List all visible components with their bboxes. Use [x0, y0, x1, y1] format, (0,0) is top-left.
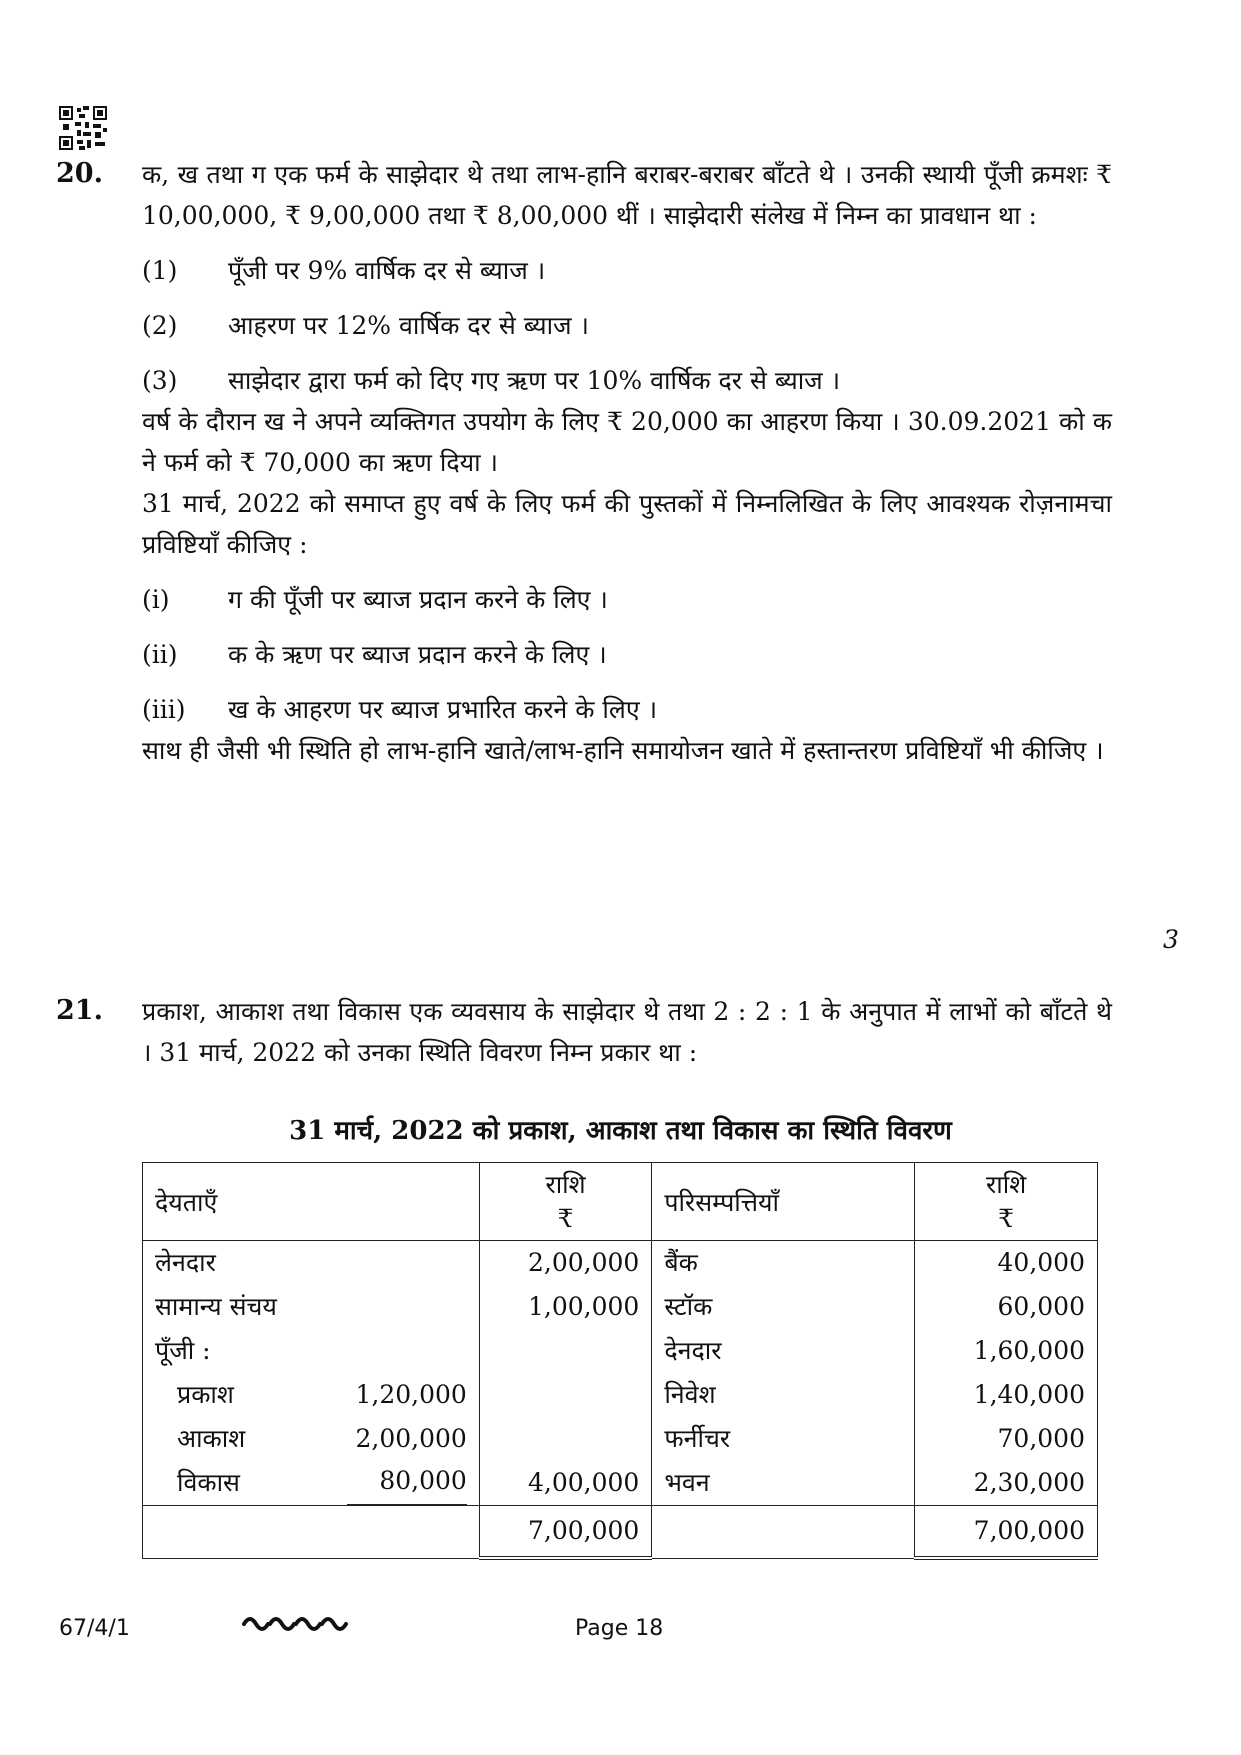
balance-sheet-table	[142, 1162, 1098, 1560]
provision-item	[142, 360, 1112, 401]
question-number: 20.	[56, 158, 103, 189]
asset-label: बैंक	[652, 1241, 915, 1286]
provision-item	[142, 250, 1112, 291]
partner-name: प्रकाश	[177, 1380, 234, 1409]
wave-symbol-icon	[240, 1606, 350, 1636]
capital-total: 4,00,000	[479, 1461, 652, 1506]
table-header-row	[143, 1163, 1098, 1241]
part-item	[142, 579, 1112, 620]
empty-cell	[479, 1373, 652, 1417]
empty-cell	[479, 1329, 652, 1373]
asset-amount: 60,000	[915, 1285, 1098, 1329]
partner-name: आकाश	[177, 1424, 246, 1453]
header-amount	[915, 1163, 1098, 1241]
question-body	[142, 154, 1112, 771]
liability-amount: 1,00,000	[479, 1285, 652, 1329]
table-row	[143, 1417, 1098, 1461]
currency-symbol: ₹	[557, 1203, 574, 1233]
item-label: (i)	[142, 585, 170, 614]
empty-cell	[479, 1417, 652, 1461]
paper-code: 67/4/1	[59, 1616, 130, 1641]
item-label: (2)	[142, 311, 178, 340]
item-text: क के ऋण पर ब्याज प्रदान करने के लिए ।	[228, 640, 607, 669]
question-number: 21.	[56, 995, 103, 1026]
asset-amount: 1,60,000	[915, 1329, 1098, 1373]
item-label: (ii)	[142, 640, 178, 669]
item-text: साझेदार द्वारा फर्म को दिए गए ऋण पर 10% वार्षिक दर से ब्याज ।	[228, 366, 841, 395]
amount-label: राशि	[545, 1169, 586, 1199]
asset-amount: 1,40,000	[915, 1373, 1098, 1417]
table-row	[143, 1461, 1098, 1506]
amount-label: राशि	[986, 1169, 1027, 1199]
header-liabilities: देयताएँ	[143, 1163, 480, 1241]
partner-capital: 80,000	[347, 1461, 467, 1505]
qr-code	[59, 106, 107, 150]
table-row	[143, 1241, 1098, 1286]
item-label: (3)	[142, 366, 178, 395]
item-text: ख के आहरण पर ब्याज प्रभारित करने के लिए ।	[228, 695, 658, 724]
provision-item	[142, 305, 1112, 346]
capital-label: पूँजी :	[143, 1329, 480, 1373]
asset-amount: 70,000	[915, 1417, 1098, 1461]
liability-label: सामान्य संचय	[143, 1285, 480, 1329]
asset-label: भवन	[652, 1461, 915, 1506]
question-instruction: 31 मार्च, 2022 को समाप्त हुए वर्ष के लिए फर्म की पुस्तकों में निम्नलिखित के लिए आवश्यक रोज़नामचा प्रविष्टियाँ कीजिए :	[142, 489, 1112, 559]
question-intro: क, ख तथा ग एक फर्म के साझेदार थे तथा लाभ-हानि बराबर-बराबर बाँटते थे । उनकी स्थायी पूँजी क्रमशः ₹ 10,00,000, ₹ 9,00,000 तथा ₹ 8,00,000 थीं । साझेदारी संलेख में निम्न का प्रावधान था :	[142, 160, 1112, 230]
liabilities-total: 7,00,000	[479, 1506, 652, 1559]
partner-capital: 2,00,000	[355, 1424, 467, 1453]
item-text: ग की पूँजी पर ब्याज प्रदान करने के लिए ।	[228, 585, 608, 614]
assets-total: 7,00,000	[915, 1506, 1098, 1559]
currency-symbol: ₹	[998, 1203, 1015, 1233]
partner-name: विकास	[177, 1468, 240, 1497]
liability-label: लेनदार	[143, 1241, 480, 1286]
asset-label: फर्नीचर	[652, 1417, 915, 1461]
header-amount	[479, 1163, 652, 1241]
table-row	[143, 1329, 1098, 1373]
asset-amount: 2,30,000	[915, 1461, 1098, 1506]
question-body	[142, 991, 1112, 1073]
liability-amount: 2,00,000	[479, 1241, 652, 1286]
part-item	[142, 689, 1112, 730]
item-label: (iii)	[142, 695, 186, 724]
asset-label: निवेश	[652, 1373, 915, 1417]
question-info: वर्ष के दौरान ख ने अपने व्यक्तिगत उपयोग के लिए ₹ 20,000 का आहरण किया । 30.09.2021 को क ने फर्म को ₹ 70,000 का ऋण दिया ।	[142, 407, 1112, 477]
table-row	[143, 1285, 1098, 1329]
item-label: (1)	[142, 256, 178, 285]
partner-capital: 1,20,000	[355, 1380, 467, 1409]
asset-label: स्टॉक	[652, 1285, 915, 1329]
item-text: पूँजी पर 9% वार्षिक दर से ब्याज ।	[228, 256, 546, 285]
capital-sub-row	[143, 1417, 480, 1461]
asset-label: देनदार	[652, 1329, 915, 1373]
page-number: Page 18	[575, 1616, 664, 1641]
balance-sheet-title: 31 मार्च, 2022 को प्रकाश, आकाश तथा विकास का स्थिति विवरण	[289, 1116, 952, 1146]
marks: 3	[1163, 925, 1179, 954]
empty-cell	[652, 1506, 915, 1559]
table-row	[143, 1373, 1098, 1417]
empty-cell	[143, 1506, 480, 1559]
header-assets: परिसम्पत्तियाँ	[652, 1163, 915, 1241]
part-item	[142, 634, 1112, 675]
item-text: आहरण पर 12% वार्षिक दर से ब्याज ।	[228, 311, 590, 340]
capital-sub-row	[143, 1373, 480, 1417]
asset-amount: 40,000	[915, 1241, 1098, 1286]
question-intro: प्रकाश, आकाश तथा विकास एक व्यवसाय के साझेदार थे तथा 2 : 2 : 1 के अनुपात में लाभों को बाँटते थे । 31 मार्च, 2022 को उनका स्थिति विवरण निम्न प्रकार था :	[142, 997, 1112, 1067]
capital-sub-row	[143, 1461, 480, 1506]
table-total-row	[143, 1506, 1098, 1559]
question-closing: साथ ही जैसी भी स्थिति हो लाभ-हानि खाते/लाभ-हानि समायोजन खाते में हस्तान्तरण प्रविष्टियाँ भी कीजिए ।	[142, 736, 1104, 765]
